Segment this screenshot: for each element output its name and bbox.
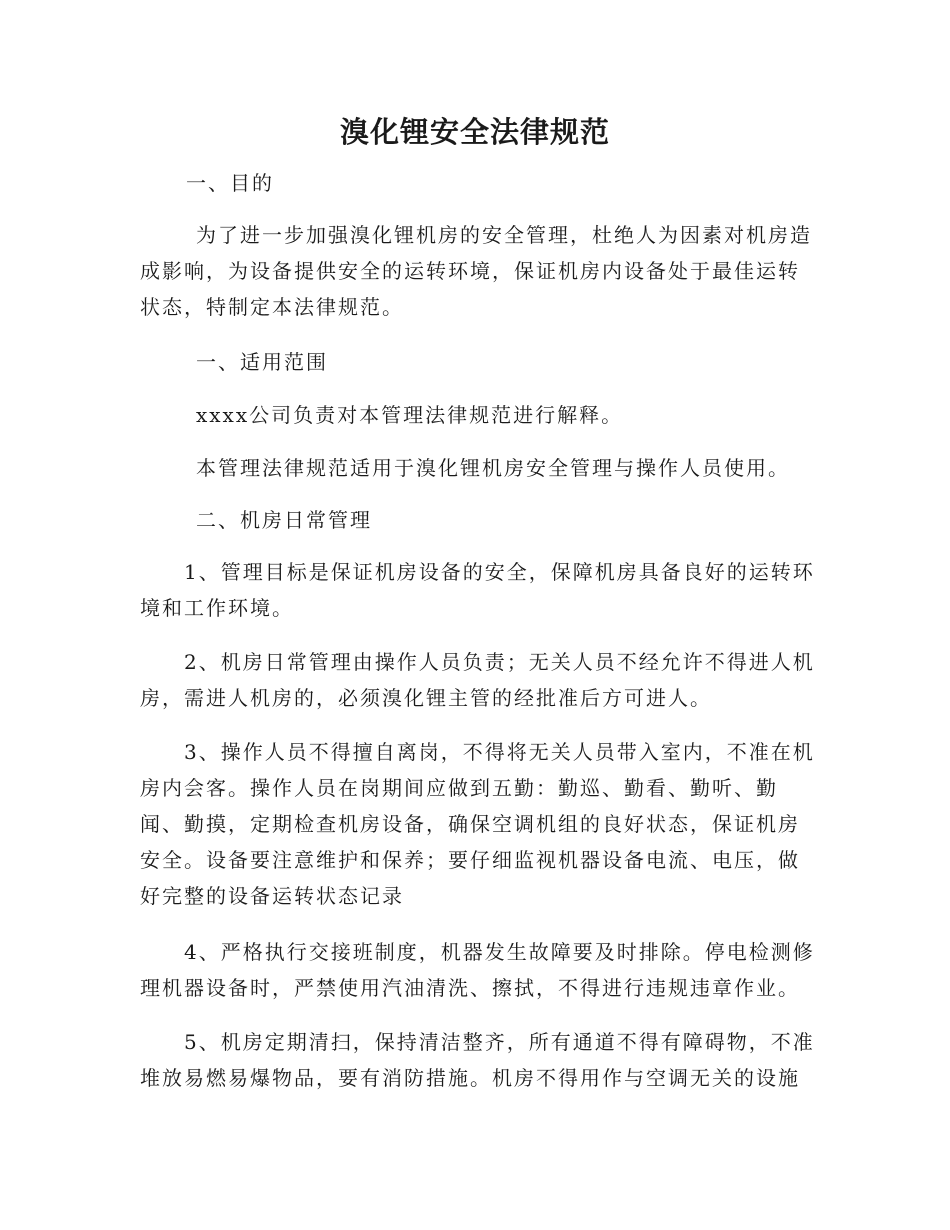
item-1-paragraph [140, 554, 815, 626]
paragraph-line: 堆放易燃易爆物品，要有消防措施。机房不得用作与空调无关的设施 [140, 1066, 800, 1090]
item-2-paragraph [140, 644, 815, 716]
heading-scope: 一、适用范围 [196, 350, 328, 374]
scope-paragraph-2: 本管理法律规范适用于溴化锂机房安全管理与操作人员使用。 [196, 456, 790, 480]
document-title: 溴化锂安全法律规范 [339, 115, 610, 149]
paragraph-line: 房内会客。操作人员在岗期间应做到五勤：勤巡、勤看、勤听、勤 [140, 776, 778, 800]
paragraph-line: 房，需进人机房的，必须溴化锂主管的经批准后方可进人。 [140, 686, 712, 710]
paragraph-line: 2、机房日常管理由操作人员负责；无关人员不经允许不得进人机 [184, 650, 815, 674]
paragraph-line: 1、管理目标是保证机房设备的安全，保障机房具备良好的运转环 [184, 560, 815, 584]
item-4-paragraph [140, 934, 815, 1006]
purpose-paragraph [140, 217, 810, 325]
paragraph-line: 5、机房定期清扫，保持清洁整齐，所有通道不得有障碍物，不准 [184, 1030, 815, 1054]
paragraph-line: 理机器设备时，严禁使用汽油清洗、擦拭，不得进行违规违章作业。 [140, 976, 800, 1000]
item-3-paragraph [140, 734, 815, 914]
item-5-paragraph [140, 1024, 815, 1096]
heading-daily-management: 二、机房日常管理 [196, 508, 372, 532]
scope-paragraph-1: xxxx公司负责对本管理法律规范进行解释。 [196, 403, 624, 427]
paragraph-line: 境和工作环境。 [140, 596, 294, 620]
paragraph-line: 3、操作人员不得擅自离岗，不得将无关人员带入室内，不准在机 [184, 740, 815, 764]
paragraph-line: 安全。设备要注意维护和保养；要仔细监视机器设备电流、电压，做 [140, 848, 800, 872]
paragraph-line: 4、严格执行交接班制度，机器发生故障要及时排除。停电检测修 [184, 940, 815, 964]
paragraph-line: 成影响，为设备提供安全的运转环境，保证机房内设备处于最佳运转 [140, 259, 800, 283]
paragraph-line: 好完整的设备运转状态记录 [140, 884, 404, 908]
paragraph-line: 状态，特制定本法律规范。 [140, 295, 404, 319]
paragraph-line: 闻、勤摸，定期检查机房设备，确保空调机组的良好状态，保证机房 [140, 812, 800, 836]
paragraph-line: 为了进一步加强溴化锂机房的安全管理，杜绝人为因素对机房造 [196, 223, 812, 247]
heading-purpose: 一、目的 [186, 171, 274, 195]
